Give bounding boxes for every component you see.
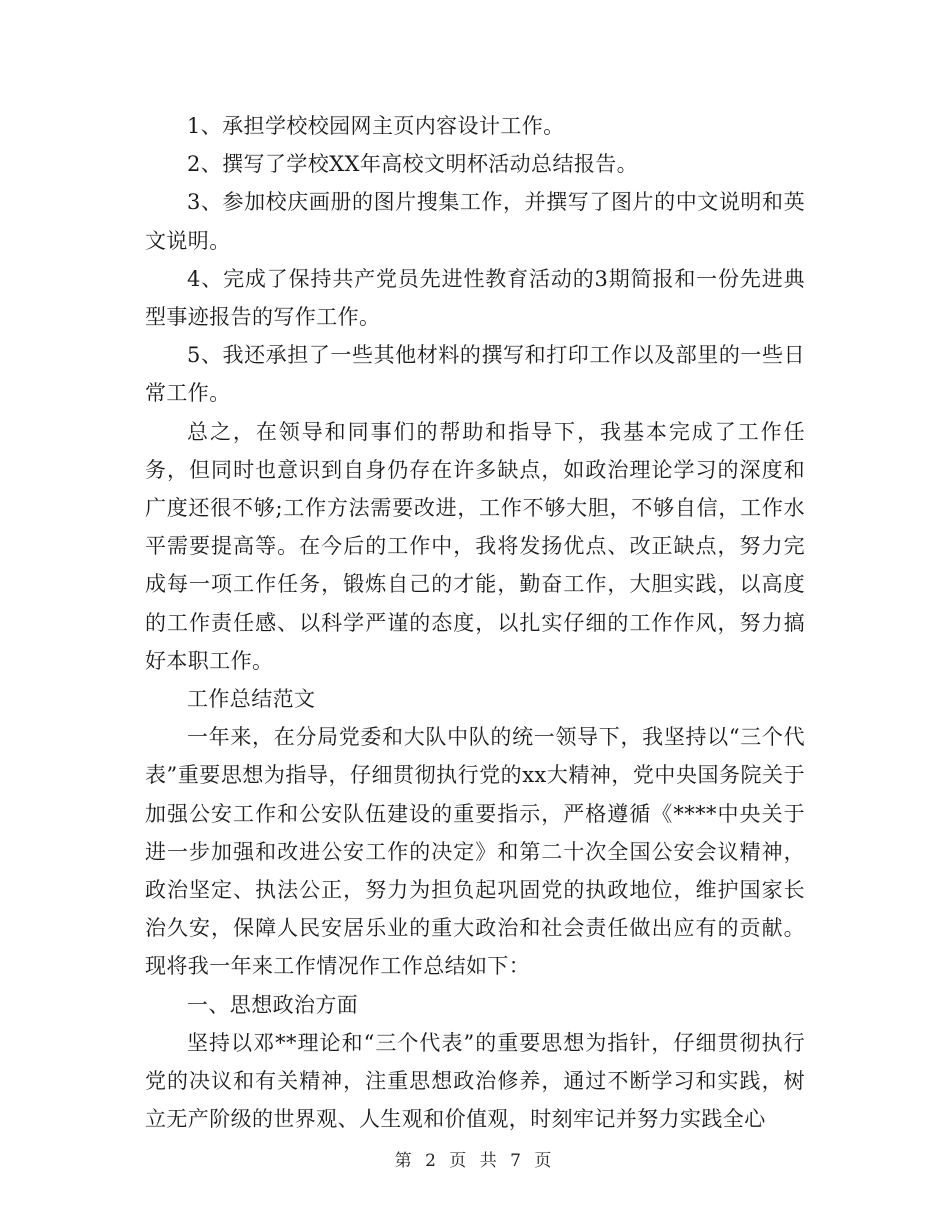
list-item-1: 1、承担学校校园网主页内容设计工作。 [187,114,565,138]
document-body [145,107,805,1138]
list-item-4: 4、完成了保持共产党员先进性教育活动的3期简报和一份先进典型事迹报告的写作工作。 [145,266,805,330]
section-title: 工作总结范文 [187,687,316,712]
summary-paragraph: 总之，在领导和同事们的帮助和指导下，我基本完成了工作任务，但同时也意识到自身仍存在许多缺点，如政治理论学习的深度和广度还很不够;工作方法需要改进，工作不够大胆，不够自信，工作水平需要提高等。在今后的工作中，我将发扬优点、改正缺点，努力完成每一项工作任务，锻炼自己的才能，勤奋工作，大胆实践，以高度的工作责任感、以科学严谨的态度，以扎实仔细的工作作风，努力搞好本职工作。 [145,419,805,673]
intro-paragraph: 一年来，在分局党委和大队中队的统一领导下，我坚持以“三个代表”重要思想为指导，仔细贯彻执行党的xx大精神，党中央国务院关于加强公安工作和公安队伍建设的重要指示，严格遵循《****中央关于进一步加强和改进公安工作的决定》和第二十次全国公安会议精神，政治坚定、执法公正，努力为担负起巩固党的执政地位，维护国家长治久安，保障人民安居乐业的重大政治和社会责任做出应有的贡献。现将我一年来工作情况作工作总结如下： [145,725,805,979]
list-item-5: 5、我还承担了一些其他材料的撰写和打印工作以及部里的一些日常工作。 [145,343,805,406]
page-number-footer: 第 2 页 共 7 页 [394,1151,556,1171]
list-item-3: 3、参加校庆画册的图片搜集工作，并撰写了图片的中文说明和英文说明。 [145,190,805,253]
list-item-2: 2、撰写了学校XX年高校文明杯活动总结报告。 [187,152,639,177]
section-heading-political: 一、思想政治方面 [187,992,359,1017]
political-paragraph: 坚持以邓**理论和“三个代表”的重要思想为指针，仔细贯彻执行党的决议和有关精神，注重思想政治修养，通过不断学习和实践，树立无产阶级的世界观、人生观和价值观，时刻牢记并努力实践全心 [145,1030,805,1132]
